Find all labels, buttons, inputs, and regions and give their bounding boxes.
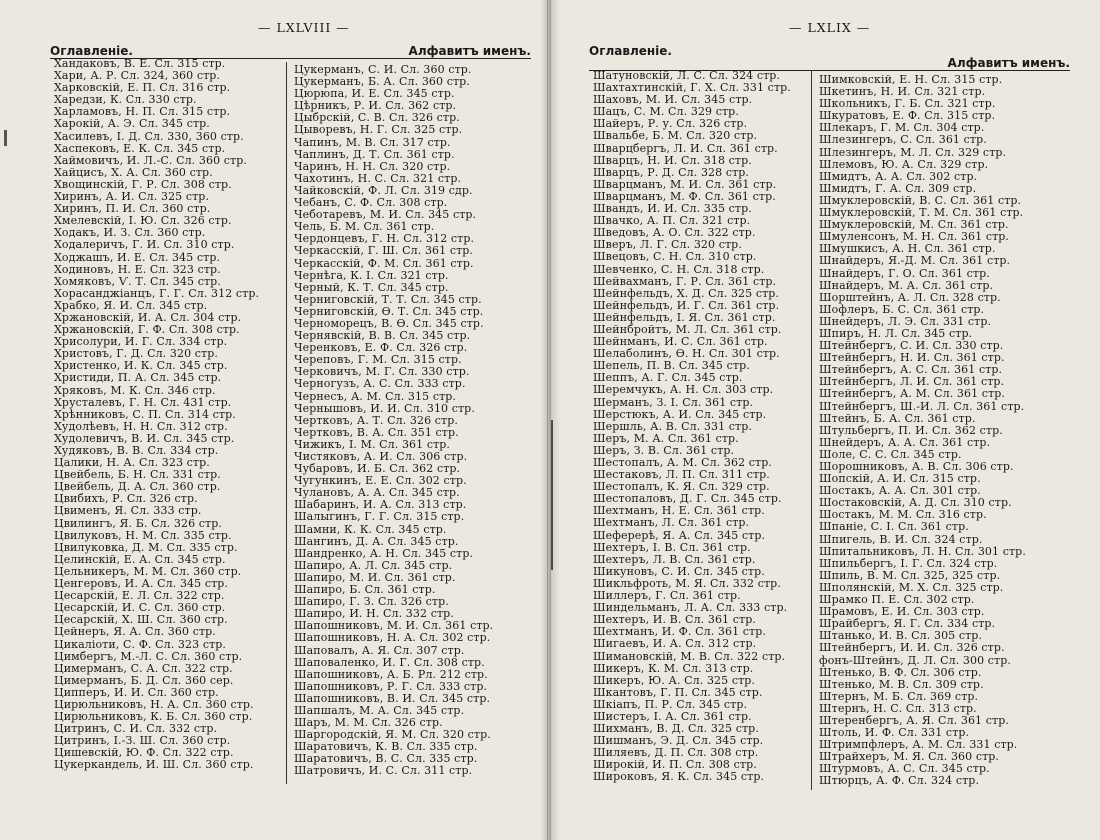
index-entry: Шангинъ, Д. А. Сл. 345 стр. — [294, 535, 459, 548]
index-entry: Шиллеръ, Г. Сл. 361 стр. — [593, 590, 741, 603]
index-entry: Шкуратовъ, Е. Ф. Сл. 315 стр. — [819, 110, 996, 123]
margin-mark — [4, 130, 7, 146]
index-entry: Худолѣевъ, Н. Н. Сл. 312 стр. — [54, 420, 228, 433]
index-entry: Цыворевъ, Н. Г. Сл. 325 стр. — [294, 124, 463, 137]
index-entry: Штульбергъ, П. И. Сл. 362 стр. — [819, 424, 1003, 437]
index-entry: Шварцъ, Р. Д. Сл. 328 стр. — [593, 166, 750, 179]
name-list-column-1 — [593, 70, 791, 784]
index-entry: Цвилуковка, Д. М. Сл. 335 стр. — [54, 541, 238, 554]
index-entry: Шмуклеровскій, В. С. Сл. 361 стр. — [819, 194, 1022, 207]
index-entry: Шнейдеръ, А. А. Сл. 361 стр. — [819, 436, 991, 449]
index-entry: Штурмовъ, А. С. Сл. 345 стр. — [819, 763, 990, 776]
index-entry: Шмушкисъ, А. Н. Сл. 361 стр. — [819, 243, 996, 256]
index-entry: Хари, А. Р. Сл. 324, 360 стр. — [54, 70, 221, 83]
index-entry: Шпильбергъ, І. Г. Сл. 324 стр. — [819, 557, 998, 570]
index-entry: Черниговскій, Ѳ. Т. Сл. 345 стр. — [294, 305, 484, 318]
index-entry: Шмуклеровскій, М. Сл. 361 стр. — [819, 219, 1009, 232]
index-entry: Штейнбергъ, С. И. Сл. 330 стр. — [819, 340, 1004, 353]
index-entry: Шапиро, Б. Сл. 361 стр. — [294, 584, 436, 597]
index-entry: Штейнбергъ, Н. И. Сл. 361 стр. — [819, 352, 1005, 365]
index-entry: Шишманъ, Э. Д. Сл. 345 стр. — [593, 735, 764, 748]
index-entry: Чертковъ, В. А. Сл. 351 стр. — [294, 426, 459, 439]
index-entry: Штримпфлеръ, А. М. Сл. 331 стр. — [819, 739, 1018, 752]
index-entry: Шлезингеръ, С. Сл. 361 стр. — [819, 134, 987, 147]
index-entry: Шварцманъ, М. Ф. Сл. 361 стр. — [593, 190, 776, 203]
index-entry: Шихманъ, В. Д. Сл. 325 стр. — [593, 723, 759, 736]
index-entry: Шепель, П. В. Сл. 345 стр. — [593, 360, 750, 373]
index-entry: Штенько, М. В. Сл. 309 стр. — [819, 678, 984, 691]
index-entry: Шнайдеръ, М. А. Сл. 361 стр. — [819, 279, 994, 292]
index-entry: Ценгеровъ, И. А. Сл. 345 стр. — [54, 578, 229, 591]
index-entry: Цесарскій, Х. Ш. Сл. 360 стр. — [54, 614, 228, 627]
index-entry: Шпиръ, Н. Л. Сл. 345 стр. — [819, 327, 973, 340]
index-entry: Цукерманъ, С. И. Сл. 360 стр. — [294, 64, 472, 76]
index-entry: Шерстюкъ, А. И. Сл. 345 стр. — [593, 408, 767, 421]
index-entry: Шоле, С. С. Сл. 345 стр. — [819, 448, 962, 461]
index-entry: Черноморецъ, В. Ѳ. Сл. 345 стр. — [294, 317, 484, 330]
index-entry: Чугункинъ, Е. Е. Сл. 302 стр. — [294, 475, 467, 488]
index-entry: Шехтеръ, Л. В. Сл. 361 стр. — [593, 553, 756, 566]
name-list-column-2 — [294, 64, 493, 778]
index-entry: Хомяковъ, Ѵ. Т. Сл. 345 стр. — [54, 275, 221, 288]
index-entry: Шапошниковъ, В. И. Сл. 345 стр. — [294, 692, 491, 705]
index-entry: Цирюльниковъ, К. Б. Сл. 360 стр. — [54, 711, 253, 724]
index-entry: Шиндельманъ, Л. А. Сл. 333 стр. — [593, 602, 788, 615]
index-entry: Шацъ, С. М. Сл. 329 стр. — [593, 106, 739, 119]
index-entry: Хаспековъ, Е. К. Сл. 345 стр. — [54, 142, 226, 155]
index-entry: Шмидтъ, Г. А. Сл. 309 стр. — [819, 182, 977, 195]
index-entry: Черкасскій, Ф. М. Сл. 361 стр. — [294, 257, 474, 270]
index-entry: Ходакъ, И. З. Сл. 360 стр. — [54, 227, 206, 240]
index-entry: Чердонцевъ, Г. Н. Сл. 312 стр. — [294, 233, 475, 246]
index-entry: Харокій, А. Э. Сл. 345 стр. — [54, 118, 210, 131]
header-contents: Оглавленіе. — [589, 44, 672, 58]
index-entry: Шварцбергъ, Л. И. Сл. 361 стр. — [593, 142, 778, 155]
index-entry: Школьникъ, Г. Б. Сл. 321 стр. — [819, 98, 996, 111]
index-entry: Шалыгинъ, Г. Г. Сл. 315 стр. — [294, 511, 465, 524]
index-entry: Христиди, П. А. Сл. 345 стр. — [54, 372, 222, 385]
index-entry: Худяковъ, В. В. Сл. 334 стр. — [54, 445, 219, 457]
header-contents: Оглавленіе. — [50, 44, 133, 58]
index-entry: Шрамко П. Е. Сл. 302 стр. — [819, 594, 975, 607]
index-entry: Шапошниковъ, А. Б. Рл. 212 стр. — [294, 668, 488, 681]
index-entry: Штоль, И. Ф. Сл. 331 стр. — [819, 727, 970, 740]
index-entry: Шкетинъ, Н. И. Сл. 321 стр. — [819, 86, 986, 99]
index-entry: Хржановскій, Г. Ф. Сл. 308 стр. — [54, 324, 240, 337]
index-entry: Цыбрскій, С. В. Сл. 326 стр. — [294, 112, 460, 125]
index-entry: Чайковскій, Ф. Л. Сл. 319 сдр. — [294, 184, 473, 197]
index-entry: Шикуновъ, С. И. Сл. 345 стр. — [593, 565, 765, 578]
index-entry: Хрусталевъ, Г. Н. Сл. 431 стр. — [54, 396, 232, 409]
index-entry: Шимановскій, М. В. Сл. 322 стр. — [593, 650, 786, 663]
index-entry: Шатровичъ, И. С. Сл. 311 стр. — [294, 765, 473, 778]
index-entry: Шейнфельдъ, И. Г. Сл. 361 стр. — [593, 299, 780, 312]
index-entry: Чахотинъ, Н. С. Сл. 321 стр. — [294, 172, 462, 185]
index-entry: Штернъ, М. Б. Сл. 369 стр. — [819, 690, 979, 703]
index-entry: Шнайдеръ, Г. О. Сл. 361 стр. — [819, 267, 990, 280]
index-entry: Шехтманъ, Л. Сл. 361 стр. — [593, 517, 750, 530]
index-entry: Штейнбергъ, Ш.-И. Л. Сл. 361 стр. — [819, 400, 1025, 413]
index-entry: Шикльфроть, М. Я. Сл. 332 стр. — [593, 577, 781, 590]
name-list-column-2 — [819, 74, 1026, 788]
index-entry: Цикаліоти, С. Ф. Сл. 323 стр. — [54, 638, 227, 651]
index-entry: Шварцманъ, М. И. Сл. 361 стр. — [593, 178, 777, 191]
index-entry: Чапинъ, М. В. Сл. 317 стр. — [294, 136, 451, 149]
index-entry: Целинскій, Е. А. Сл. 345 стр. — [54, 553, 226, 566]
index-entry: Чернесъ, А. М. Сл. 315 стр. — [294, 390, 457, 403]
index-entry: Шапшалъ, М. А. Сл. 345 стр. — [294, 704, 465, 717]
index-entry: Чаплинъ, Д. Т. Сл. 361 стр. — [294, 148, 455, 161]
index-entry: Цирюльниковъ, Н. А. Сл. 360 стр. — [54, 698, 254, 711]
index-entry: Штеренбергъ, А. Я. Сл. 361 стр. — [819, 714, 1009, 727]
index-entry: Шеремчукъ, А. Н. Сл. 303 стр. — [593, 384, 774, 397]
index-entry: Шлекаръ, Г. М. Сл. 304 стр. — [819, 122, 985, 135]
index-entry: Шистеръ, І. А. Сл. 361 стр. — [593, 710, 752, 723]
index-entry: Шершль, А. В. Сл. 331 стр. — [593, 420, 752, 433]
index-entry: Шверъ, Л. Г. Сл. 320 стр. — [593, 239, 742, 252]
index-entry: Хиринъ, А. И. Сл. 325 стр. — [54, 191, 210, 204]
book-gutter — [540, 0, 560, 840]
index-entry: Хржановскій, И. А. Сл. 304 стр. — [54, 311, 242, 324]
index-entry: Харковскій, Е. П. Сл. 316 стр. — [54, 82, 231, 95]
right-page — [550, 0, 1100, 840]
index-entry: Христенко, И. К. Сл. 345 стр. — [54, 360, 228, 373]
index-entry: Шехтманъ, Н. Е. Сл. 361 стр. — [593, 505, 765, 518]
index-entry: Хайцисъ, Х. А. Сл. 360 стр. — [54, 166, 213, 179]
column-divider — [286, 62, 287, 784]
index-entry: Шапошниковъ, М. И. Сл. 361 стр. — [294, 620, 494, 633]
index-entry: Шевченко, С. Н. Сл. 318 стр. — [593, 263, 765, 276]
index-entry: Шеферерѣ, Я. А. Сл. 345 стр. — [593, 529, 766, 542]
index-entry: Харламовъ, Н. П. Сл. 315 стр. — [54, 106, 231, 119]
index-entry: Шапошниковъ, Р. Г. Сл. 333 стр. — [294, 680, 488, 693]
index-entry: Шпигель, В. И. Сл. 324 стр. — [819, 533, 983, 546]
index-entry: Черкасскій, Г. Ш. Сл. 361 стр. — [294, 245, 474, 258]
index-entry: Цишевскій, Ю. Ф. Сл. 322 стр. — [54, 747, 234, 760]
index-entry: Шеръ, М. А. Сл. 361 стр. — [593, 432, 739, 445]
index-entry: Цесарскій, Е. Л. Сл. 322 стр. — [54, 590, 225, 603]
index-entry: Шмуленсонъ, М. Н. Сл. 361 стр. — [819, 231, 1010, 244]
index-entry: Шофлеръ, Б. С. Сл. 361 стр. — [819, 303, 985, 316]
index-entry: Черенковъ, Е. Ф. Сл. 326 стр. — [294, 342, 468, 355]
index-entry: Храбко, Я. И. Сл. 345 стр. — [54, 299, 208, 312]
index-entry: Шикеръ, К. М. Сл. 313 стр. — [593, 662, 754, 675]
index-entry: Шостакъ, М. М. Сл. 316 стр. — [819, 509, 987, 522]
index-entry: Шлемовъ, Ю. А. Сл. 329 стр. — [819, 158, 989, 171]
index-entry: Хряковъ, М. К. Сл. 346 стр. — [54, 384, 216, 397]
index-entry: Шатуновскій, Л. С. Сл. 324 стр. — [593, 70, 781, 82]
index-entry: фонъ-Штейнъ, Д. Л. Сл. 300 стр. — [819, 654, 1011, 667]
index-entry: Шаргородскій, Я. М. Сл. 320 стр. — [294, 729, 491, 742]
index-entry: Хаймовичъ, И. Л.-С. Сл. 360 стр. — [54, 154, 247, 167]
index-entry: Чубаровъ, И. Б. Сл. 362 стр. — [294, 463, 461, 476]
index-entry: Цѣрникъ, Р. И. Сл. 362 стр. — [294, 100, 457, 113]
index-entry: Шаховъ, М. И. Сл. 345 стр. — [593, 94, 753, 107]
index-entry: Хрисолури, И. Г. Сл. 334 стр. — [54, 336, 228, 349]
index-entry: Шехтманъ, И. Ф. Сл. 361 стр. — [593, 626, 766, 639]
index-entry: Шварцъ, Н. И. Сл. 318 стр. — [593, 154, 752, 167]
index-entry: Череповъ, Г. М. Сл. 315 стр. — [294, 354, 462, 367]
index-entry: Шеппъ, А. Г. Сл. 345 стр. — [593, 372, 743, 385]
index-entry: Швачко, А. П. Сл. 321 стр. — [593, 215, 751, 228]
index-entry: Штейнбергъ, А. М. Сл. 361 стр. — [819, 388, 1005, 401]
index-entry: Чулановъ, А. А. Сл. 345 стр. — [294, 487, 460, 500]
index-entry: Хвощинскій, Г. Р. Сл. 308 стр. — [54, 178, 232, 191]
index-entry: Черниговскій, Т. Т. Сл. 345 стр. — [294, 293, 482, 306]
index-entry: Цесарскій, И. С. Сл. 360 стр. — [54, 602, 226, 615]
index-entry: Цукерманъ, Б. А. Сл. 360 стр. — [294, 76, 470, 89]
index-entry: Шапиро, И. Н. Сл. 332 стр. — [294, 608, 454, 621]
index-entry: Штейнбергъ, А. С. Сл. 361 стр. — [819, 364, 1003, 377]
index-entry: Шестопалъ, А. М. Сл. 362 стр. — [593, 457, 772, 469]
index-entry: Черногузъ, А. С. Сл. 333 стр. — [294, 378, 466, 391]
index-entry: Штанько, И. В. Сл. 305 стр. — [819, 630, 983, 643]
index-entry: Шпитальниковъ, Л. Н. Сл. 301 стр. — [819, 545, 1026, 558]
index-entry: Шкантовъ, Г. П. Сл. 345 стр. — [593, 686, 763, 699]
left-page — [0, 0, 548, 840]
index-entry: Шандренко, А. Н. Сл. 345 стр. — [294, 547, 474, 560]
index-entry: Шейнманъ, И. С. Сл. 361 стр. — [593, 336, 768, 349]
index-entry: Шиляевъ, Д. П. Сл. 308 стр. — [593, 747, 759, 760]
index-entry: Чебанъ, С. Ф. Сл. 308 стр. — [294, 197, 448, 210]
index-entry: Хмелевскій, І. Ю. Сл. 326 стр. — [54, 215, 232, 228]
index-entry: Цюрюпа, И. Е. Сл. 345 стр. — [294, 88, 455, 101]
index-entry: Чель, Б. М. Сл. 361 стр. — [294, 221, 435, 234]
index-entry: Шестопаловъ, Д. Г. Сл. 345 стр. — [593, 493, 782, 506]
index-entry: Шпиль, В. М. Сл. 325, 325 стр. — [819, 569, 1001, 582]
index-entry: Широковъ, Я. К. Сл. 345 стр. — [593, 771, 765, 784]
index-entry: Шорошниковъ, А. В. Сл. 306 стр. — [819, 461, 1014, 473]
index-entry: Шимковскій, Е. Н. Сл. 315 стр. — [819, 74, 1003, 86]
index-entry: Цимбергъ, М.-Л. С. Сл. 360 стр. — [54, 650, 243, 663]
index-entry: Цвейбель, Д. А. Сл. 360 стр. — [54, 481, 221, 494]
index-entry: Штейнъ, Б. А. Сл. 361 стр. — [819, 412, 976, 425]
index-entry: Хасилевъ, І. Д. Сл. 330, 360 стр. — [54, 130, 244, 143]
index-entry: Цвилингъ, Я. Б. Сл. 326 стр. — [54, 517, 222, 530]
index-entry: Шнейдеръ, Л. Э. Сл. 331 стр. — [819, 315, 992, 328]
index-entry: Швандъ, И. И. Сл. 335 стр. — [593, 203, 752, 216]
index-entry: Худолевичъ, В. И. Сл. 345 стр. — [54, 432, 235, 445]
index-entry: Шрайбергъ, Я. Г. Сл. 334 стр. — [819, 618, 996, 631]
index-entry: Шаповалъ, А. Я. Сл. 307 стр. — [294, 644, 465, 657]
index-entry: Харедзи, К. Сл. 330 стр. — [54, 94, 197, 107]
index-entry: Шапиро, М. И. Сл. 361 стр. — [294, 571, 456, 584]
index-entry: Хиринъ, П. И. Сл. 360 стр. — [54, 203, 211, 216]
index-entry: Хорасанджіанцъ, Г. Г. Сл. 312 стр. — [54, 287, 260, 300]
index-entry: Шмидтъ, А. А. Сл. 302 стр. — [819, 170, 978, 183]
index-entry: Шестопалъ, К. Я. Сл. 329 стр. — [593, 481, 770, 494]
index-entry: Шестаковъ, Л. П. Сл. 311 стр. — [593, 469, 770, 482]
index-entry: Ципперъ, И. И. Сл. 360 стр. — [54, 686, 219, 699]
index-entry: Швальбе, Б. М. Сл. 320 стр. — [593, 130, 758, 143]
index-entry: Шамни, К. К. Сл. 345 стр. — [294, 523, 447, 536]
index-entry: Шехтеръ, І. В. Сл. 361 стр. — [593, 541, 751, 554]
index-entry: Шлезингеръ, М. Л. Сл. 329 стр. — [819, 146, 1007, 159]
index-entry: Шапошниковъ, Н. А. Сл. 302 стр. — [294, 632, 491, 645]
index-entry: Цитринъ, С. И. Сл. 332 стр. — [54, 723, 218, 736]
index-entry: Шнайдеръ, Я.-Д. М. Сл. 361 стр. — [819, 255, 1011, 268]
index-entry: Шейнбройтъ, М. Л. Сл. 361 стр. — [593, 323, 782, 336]
index-entry: Шахтахтинскій, Г. Х. Сл. 331 стр. — [593, 82, 791, 95]
index-entry: Чернышовъ, И. И. Сл. 310 стр. — [294, 402, 475, 415]
index-entry: Чистяковъ, А. И. Сл. 306 стр. — [294, 451, 468, 463]
header-index-of-names: Алфавитъ именъ. — [408, 44, 531, 58]
index-entry: Христовъ, Г. Д. Сл. 320 стр. — [54, 348, 218, 361]
index-entry: Шапиро, А. Л. Сл. 345 стр. — [294, 559, 453, 572]
index-entry: Шкіапъ, П. Р. Сл. 345 стр. — [593, 698, 748, 711]
index-entry: Шелаболинъ, Ѳ. Н. Сл. 301 стр. — [593, 348, 780, 361]
index-entry: Шопскій, А. И. Сл. 315 стр. — [819, 473, 981, 486]
index-entry: Шапиро, Г. З. Сл. 326 стр. — [294, 596, 449, 609]
index-entry: Шерманъ, З. І. Сл. 361 стр. — [593, 396, 754, 409]
index-entry: Шабаринъ, И. А. Сл. 313 стр. — [294, 499, 467, 512]
index-entry: Чижикъ, І. М. Сл. 361 стр. — [294, 438, 451, 451]
index-entry: Шеръ, З. В. Сл. 361 стр. — [593, 444, 735, 457]
index-entry: Шполянскій, М. Х. Сл. 325 стр. — [819, 581, 1004, 594]
index-entry: Шостакъ, А. А. Сл. 301 стр. — [819, 485, 981, 498]
index-entry: Шехтеръ, И. В. Сл. 361 стр. — [593, 614, 756, 627]
index-entry: Чаринъ, Н. Н. Сл. 320 стр. — [294, 160, 451, 173]
index-entry: Чертковъ, А. Т. Сл. 326 стр. — [294, 414, 458, 427]
index-entry: Чеботаревъ, М. И. Сл. 345 стр. — [294, 209, 477, 222]
index-entry: Шейвахманъ, Г. Р. Сл. 361 стр. — [593, 275, 777, 288]
index-entry: Хандаковъ, В. Е. Сл. 315 стр. — [54, 58, 226, 70]
index-entry: Штюрцъ, А. Ф. Сл. 324 стр. — [819, 775, 980, 788]
index-entry: Штейнбергъ, Л. И. Сл. 361 стр. — [819, 376, 1005, 389]
index-entry: Цельникеръ, М. М. Сл. 360 стр. — [54, 565, 242, 578]
index-entry: Цвейбель, Б. Н. Сл. 331 стр. — [54, 469, 221, 482]
index-entry: Шаратовичъ, К. В. Сл. 335 стр. — [294, 741, 478, 754]
index-entry: Ходиновъ, Н. Е. Сл. 323 стр. — [54, 263, 221, 276]
index-entry: Штенько, В. Ф. Сл. 306 стр. — [819, 666, 982, 679]
index-entry: Цитринъ, І.-З. Ш. Сл. 360 стр. — [54, 735, 231, 748]
index-entry: Черный, К. Т. Сл. 345 стр. — [294, 281, 449, 294]
index-entry: Швецовъ, С. Н. Сл. 310 стр. — [593, 251, 757, 264]
index-entry: Шайеръ, Р. у. Сл. 326 стр. — [593, 118, 748, 131]
index-entry: Цвилуковъ, Н. М. Сл. 335 стр. — [54, 529, 232, 542]
page-number: — LXLIX — — [789, 20, 871, 35]
index-entry: Широкій, И. П. Сл. 308 стр. — [593, 759, 757, 772]
index-entry: Шрамовъ, Е. И. Сл. 303 стр. — [819, 606, 985, 619]
index-entry: Шпаніе, С. І. Сл. 361 стр. — [819, 521, 969, 534]
index-entry: Цвименъ, Я. Сл. 333 стр. — [54, 505, 202, 518]
index-entry: Шаповаленко, И. Г. Сл. 308 стр. — [294, 656, 485, 669]
index-entry: Шейнфельдъ, Х. Д. Сл. 325 стр. — [593, 287, 780, 300]
index-entry: Цукеркандель, И. Ш. Сл. 360 стр. — [54, 759, 254, 772]
index-entry: Шигаевъ, И. А. Сл. 312 стр. — [593, 638, 757, 651]
index-entry: Шикеръ, Ю. А. Сл. 325 стр. — [593, 674, 756, 687]
name-list-column-1 — [54, 58, 259, 772]
index-entry: Черковичъ, М. Г. Сл. 330 стр. — [294, 366, 470, 379]
index-entry: Цейнеръ, Я. А. Сл. 360 стр. — [54, 626, 216, 639]
index-entry: Шейнфельдъ, І. Я. Сл. 361 стр. — [593, 311, 776, 324]
header-index-of-names: Алфавитъ именъ. — [947, 56, 1070, 70]
index-entry: Цимерманъ, С. А. Сл. 322 стр. — [54, 662, 233, 675]
index-entry: Чернявскій, В. В. Сл. 345 стр. — [294, 330, 471, 343]
index-entry: Шведовъ, А. О. Сл. 322 стр. — [593, 227, 756, 240]
index-entry: Штернъ, Н. С. Сл. 313 стр. — [819, 702, 977, 715]
index-entry: Шостаковскій, А. Д. Сл. 310 стр. — [819, 497, 1012, 510]
index-entry: Чернѣга, К. І. Сл. 321 стр. — [294, 269, 449, 282]
index-entry: Цалики, Н. А. Сл. 323 стр. — [54, 457, 210, 470]
index-entry: Шмуклеровскій, Т. М. Сл. 361 стр. — [819, 207, 1024, 220]
column-divider — [811, 70, 812, 790]
index-entry: Шаратовичъ, В. С. Сл. 335 стр. — [294, 753, 478, 766]
index-entry: Шорштейнъ, А. Л. Сл. 328 стр. — [819, 291, 1001, 304]
index-entry: Ходалеричъ, Г. И. Сл. 310 стр. — [54, 239, 235, 252]
index-entry: Хрѣнниковъ, С. П. Сл. 314 стр. — [54, 408, 236, 421]
index-entry: Шаръ, М. М. Сл. 326 стр. — [294, 717, 443, 730]
page-number: — LXLVIII — — [258, 20, 350, 35]
index-entry: Штейнбергъ, И. И. Сл. 326 стр. — [819, 642, 1005, 655]
index-entry: Ходжашъ, И. Е. Сл. 345 стр. — [54, 251, 221, 264]
index-entry: Цимерманъ, Б. Д. Сл. 360 сер. — [54, 674, 234, 687]
index-entry: Цвибихъ, Р. Сл. 326 стр. — [54, 493, 198, 506]
index-entry: Штрайхеръ, М. Я. Сл. 360 стр. — [819, 751, 1000, 764]
